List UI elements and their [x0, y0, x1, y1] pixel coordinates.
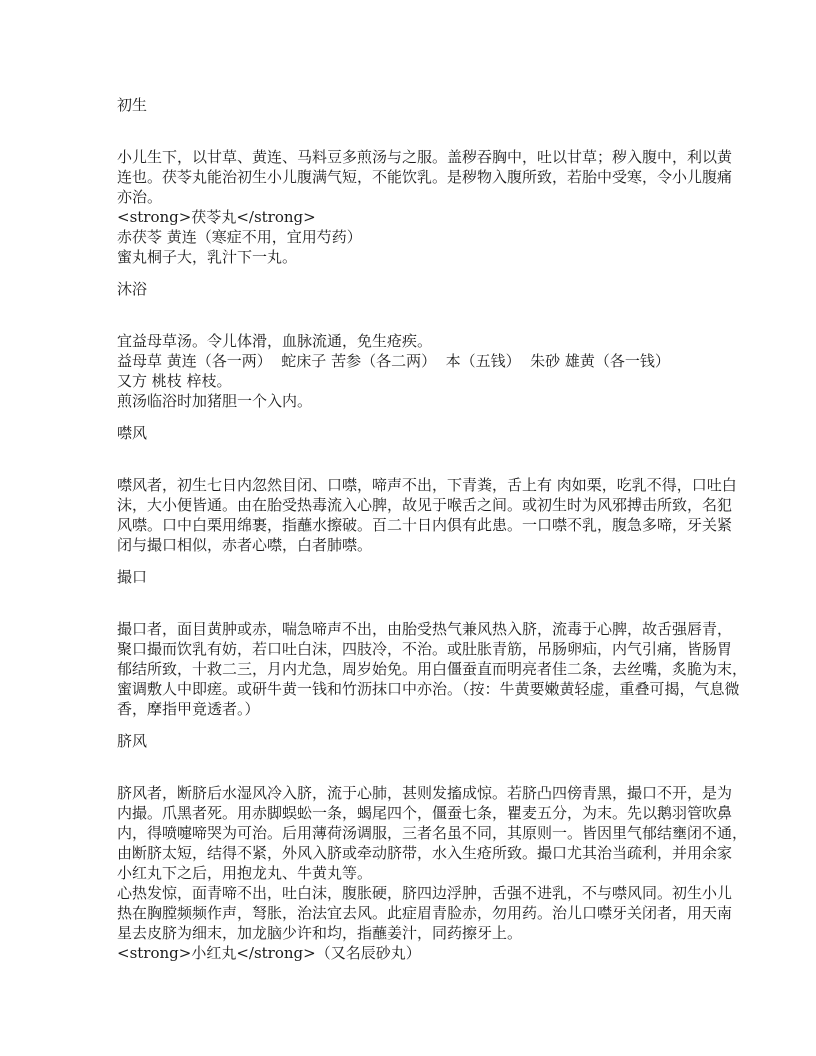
text-line: 风噤。口中白栗用绵裹，指蘸水擦破。百二十日内俱有此患。一口噤不乳，腹急多啼，牙关紧 — [117, 516, 733, 534]
section-title: 噤风 — [117, 424, 148, 442]
text-line: 蜜调敷人中即瘥。或研牛黄一钱和竹沥抹口中亦治。（按：牛黄要嫩黄轻虚，重叠可揭，气息微 — [117, 680, 740, 698]
text-line: 赤茯苓 黄连（寒症不用，宜用芍药） — [117, 228, 362, 246]
text-line: 煎汤临浴时加猪胆一个入内。 — [117, 392, 313, 410]
text-line: 益母草 黄连（各一两） 蛇床子 苦参（各二两） 本（五钱） 朱砂 雄黄（各一钱） — [117, 352, 670, 370]
text-line: 聚口撮而饮乳有妨，若口吐白沫，四肢冷，不治。或肚胀青筋，吊肠卵疝，内气引痛，皆肠胃 — [117, 640, 733, 658]
section-title: 沐浴 — [117, 280, 148, 298]
text-line: 撮口者，面目黄肿或赤，喘急啼声不出，由胎受热气兼风热入脐，流毒于心脾，故舌强唇青， — [117, 620, 733, 638]
document-section — [117, 423, 737, 555]
text-line: 郁结所致，十救二三，月内尤急，周岁始免。用白僵蚕直而明亮者佳二条，去丝嘴，炙脆为末， — [117, 660, 748, 678]
text-line: 噤风者，初生七日内忽然目闭、口噤，啼声不出，下青粪，舌上有 肉如栗，吃乳不得，口吐白 — [117, 476, 737, 494]
text-line: 内，得喷嚏啼哭为可治。后用薄荷汤调服，三者名虽不同，其原则一。皆因里气郁结壅闭不通， — [117, 824, 748, 842]
text-line: 内撮。爪黑者死。用赤脚蜈蚣一条，蝎尾四个，僵蚕七条，瞿麦五分，为末。先以鹅羽管吹鼻 — [117, 804, 733, 822]
text-line: 星去皮脐为细末，加龙脑少许和均，指蘸姜汁，同药擦牙上。 — [117, 924, 523, 942]
text-line: 由断脐太短，结得不紧，外风入脐或牵动脐带，水入生疮所致。撮口尤其治当疏利，并用余家 — [117, 844, 733, 862]
text-line: 连也。茯苓丸能治初生小儿腹满气短，不能饮乳。是秽物入腹所致，若胎中受寒，令小儿腹痛 — [117, 168, 733, 186]
document-body — [117, 95, 748, 963]
text-line: 蜜丸桐子大，乳汁下一丸。 — [117, 248, 298, 266]
text-line: <strong>茯苓丸</strong> — [117, 208, 316, 226]
document-section — [117, 567, 748, 719]
text-line: 热在胸膛频频作声，弩胀，治法宜去风。此症眉青脸赤，勿用药。治儿口噤牙关闭者，用天南 — [117, 904, 733, 922]
text-line: 宜益母草汤。令儿体滑，血脉流通，免生疮疾。 — [117, 332, 433, 350]
text-line: 香，摩指甲竟透者。） — [117, 700, 260, 718]
text-line: 小儿生下，以甘草、黄连、马料豆多煎汤与之服。盖秽吞胸中，吐以甘草；秽入腹中，利以黄 — [117, 148, 733, 166]
text-line: 心热发惊，面青啼不出，吐白沫，腹胀硬，脐四边浮肿，舌强不进乳，不与噤风同。初生小儿 — [117, 884, 733, 902]
document-section — [117, 279, 706, 411]
text-line: 闭与撮口相似，赤者心噤，白者肺噤。 — [117, 536, 373, 554]
document-section — [117, 731, 748, 963]
text-line: 又方 桃枝 梓枝。 — [117, 372, 232, 390]
section-title: 脐风 — [117, 732, 148, 750]
text-line: 沫，大小便皆通。由在胎受热毒流入心脾，故见于喉舌之间。或初生时为风邪搏击所致，名犯 — [117, 496, 733, 514]
section-title: 初生 — [117, 96, 148, 114]
text-line: 小红丸下之后，用抱龙丸、牛黄丸等。 — [117, 864, 373, 882]
section-title: 撮口 — [117, 568, 148, 586]
text-line: 亦治。 — [117, 188, 163, 206]
document-section — [117, 95, 733, 267]
text-line: 脐风者，断脐后水湿风冷入脐，流于心肺，甚则发搐成惊。若脐凸四傍青黑，撮口不开，是为 — [117, 784, 733, 802]
text-line: <strong>小红丸</strong>（又名辰砂丸） — [117, 944, 421, 962]
